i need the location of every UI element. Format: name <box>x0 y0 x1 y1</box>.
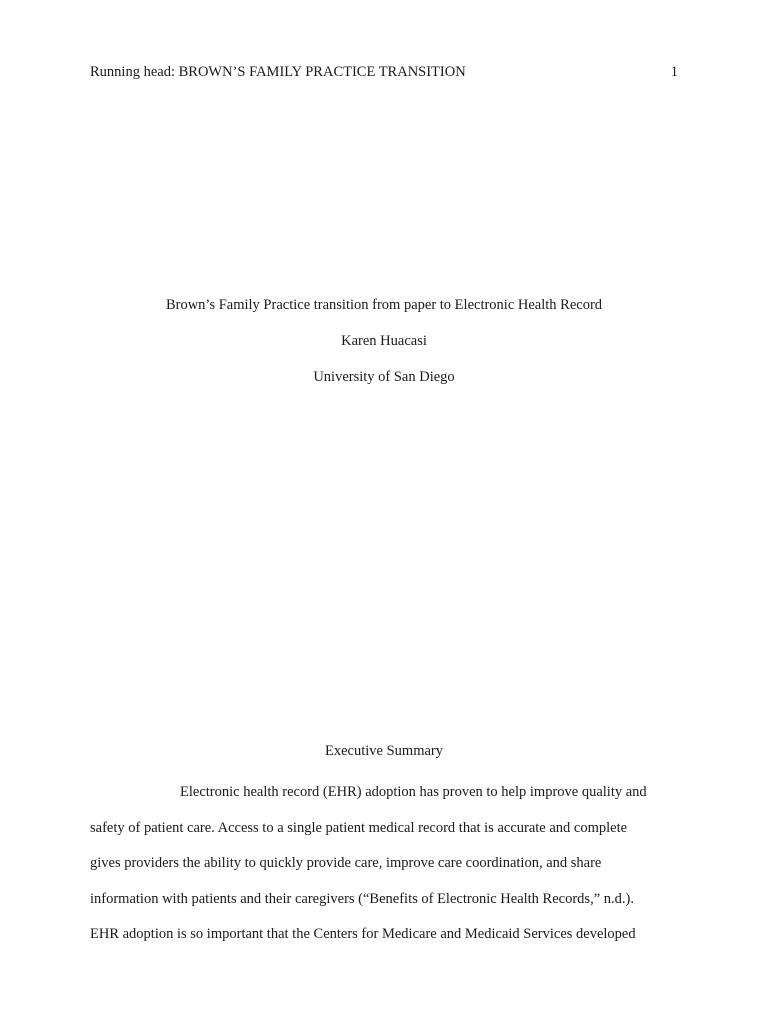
paragraph-line: information with patients and their caregivers (“Benefits of Electronic Health Records,” n.d.). <box>90 890 634 907</box>
section-heading: Executive Summary <box>325 743 443 759</box>
institution-name: University of San Diego <box>313 369 455 385</box>
section-paragraph <box>90 775 676 953</box>
paragraph-line: safety of patient care. Access to a single patient medical record that is accurate and complete <box>90 819 628 836</box>
paragraph-line: EHR adoption is so important that the Centers for Medicare and Medicaid Services developed <box>90 926 636 942</box>
paragraph-line: Electronic health record (EHR) adoption has proven to help improve quality and <box>180 784 647 800</box>
page-number: 1 <box>670 64 678 80</box>
author-name: Karen Huacasi <box>341 333 427 349</box>
running-head: Running head: BROWN’S FAMILY PRACTICE TRANSITION <box>90 64 466 80</box>
paper-title: Brown’s Family Practice transition from paper to Electronic Health Record <box>165 297 603 313</box>
paragraph-line: gives providers the ability to quickly provide care, improve care coordination, and share <box>90 855 602 871</box>
